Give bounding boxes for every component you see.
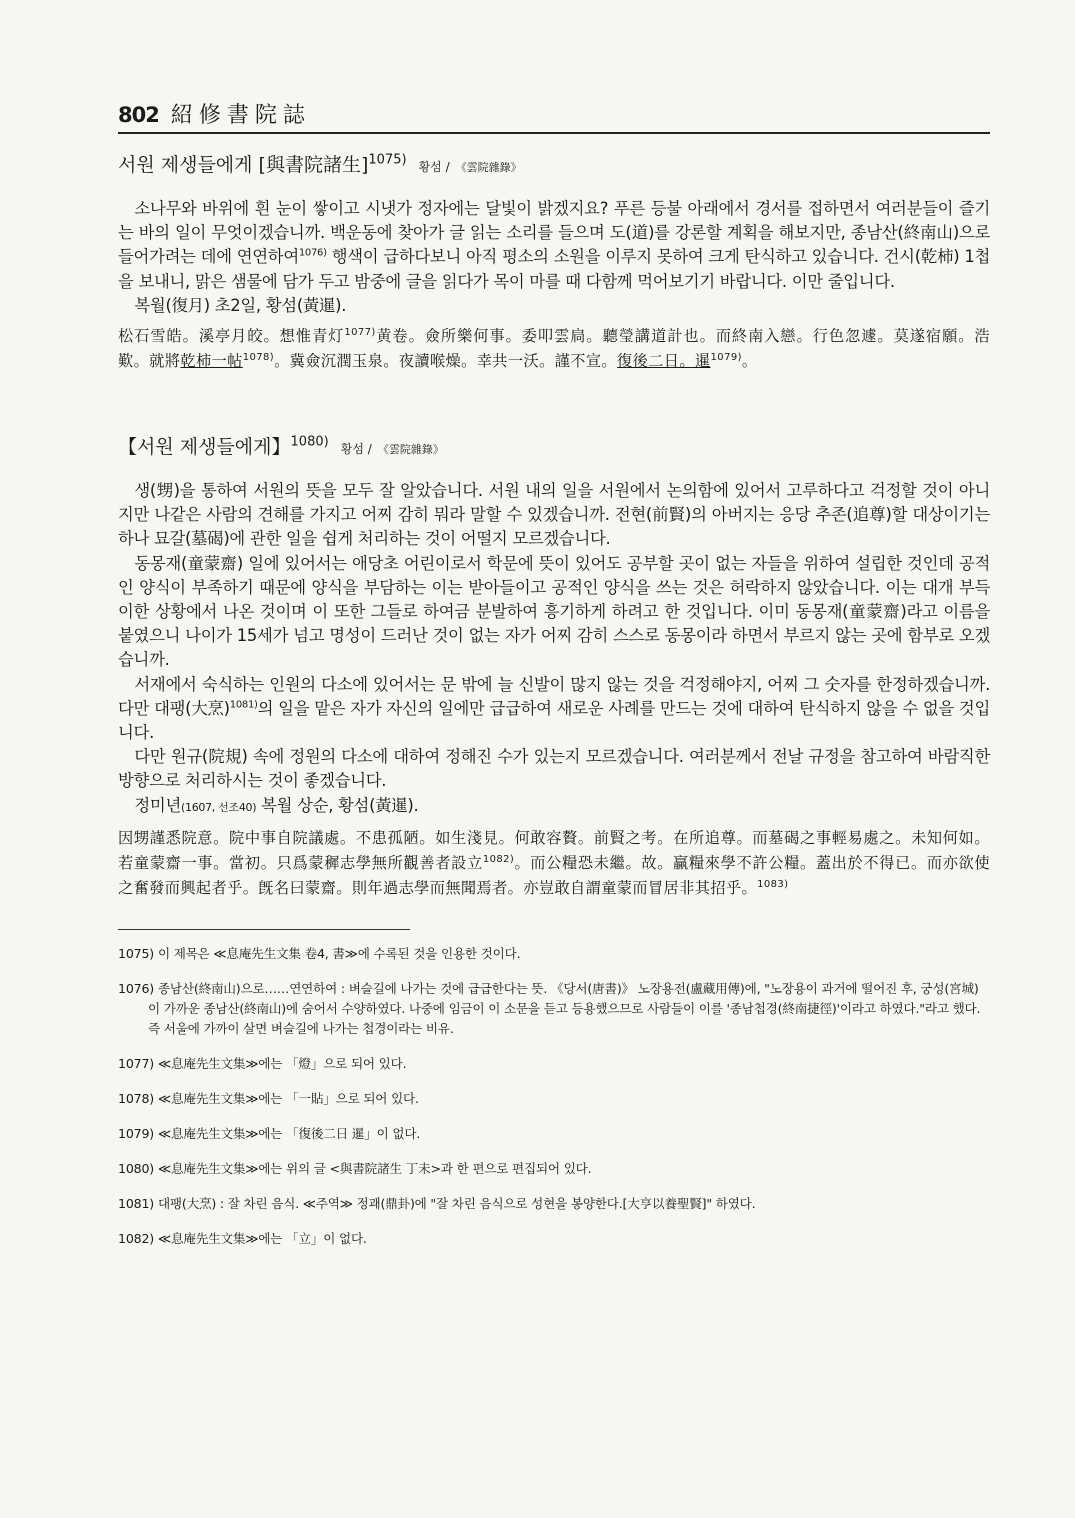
footnote-divider [118,929,410,930]
footnote [118,944,990,964]
date-text: 정미년 [134,795,181,815]
section2-hanmun [118,826,990,901]
han-text: 松石雪皓。溪亭月皎。想惟青灯 [118,327,345,346]
footnote-text: ≪息庵先生文集≫에는 「一貼」으로 되어 있다. [157,1090,419,1106]
kor-text: 소나무와 바위에 흰 눈이 쌓이고 시냇가 정자에는 달빛이 밝겠지요? 푸른 등불 아래에서 경서를 접하면서 여러분들이 즐기는 바의 일이 무엇이겠습니까. 백운동에 찾아가 글 읽는 소리를 들으며 도(道)를 강론할 계획을 해보지만, 종남산(終南山)으로 들어가려는 데에 연연하여 [118,199,990,267]
section2-paragraph-2: 동몽재(童蒙齋) 일에 있어서는 애당초 어린이로서 학문에 뜻이 있어도 공부할 곳이 없는 자들을 위하여 설립한 것인데 공적인 양식이 부족하기 때문에 양식을 부담하는 이는 받아들이고 공적인 양식을 쓰는 것은 허락하지 않았습니다. 이는 대개 부득이한 상황에서 나온 것이며 이 또한 그들로 하여금 분발하여 흥기하게 하려고 한 것입니다. 이미 동몽재(童蒙齋)라고 이름을 붙였으니 나이가 15세가 넘고 명성이 드러난 것이 없는 자가 어찌 감히 스스로 동몽이라 하면서 부르지 않는 곳에 함부로 오겠습니까. [118,553,990,670]
footnote-number: 1076) [118,980,154,996]
footnote [118,1124,990,1144]
footnote-text: 대팽(大烹) : 잘 차린 음식. ≪주역≫ 정괘(鼎卦)에 "잘 차린 음식으로 성현을 봉양한다.[大亨以養聖賢]" 하였다. [157,1195,756,1211]
section2-footnote-ref: 1080) [290,434,329,450]
footnote-number: 1078) [118,1090,154,1106]
section1-source: 《雲院雜錄》 [455,161,522,174]
section2-paragraph-4: 다만 원규(院規) 속에 정원의 다소에 대하여 정해진 수가 있는지 모르겠습니다. 여러분께서 전날 규정을 참고하여 바람직한 방향으로 처리하시는 것이 좋겠습니다. [118,747,990,791]
section2-title-text: 【서원 제생들에게】 [118,436,291,459]
footnote-text: ≪息庵先生文集≫에는 「立」이 없다. [157,1230,367,1246]
han-underlined-text: 乾柿一帖 [180,352,243,371]
date-text: 복월 상순, 황섬(黃暹). [256,795,419,815]
footnote-ref: 1082) [482,853,515,865]
kor-text: 행색이 급하다보니 아직 평소의 소원을 이루지 못하여 크게 탄식하고 있습니다. 건시(乾柿) 1첩을 보내니, 맑은 샘물에 담가 두고 밤중에 글을 읽다가 목이 마를 때 다함께 먹어보기기 바랍니다. 이만 줄입니다. [118,247,990,291]
footnote-ref: 1083) [757,878,789,890]
han-text: 。 [741,352,758,371]
date-note: (1607, 선조40) [181,800,257,814]
footnote [118,1089,990,1109]
book-title: 紹修書院誌 [170,103,311,128]
footnote-number: 1075) [118,945,154,961]
section1-title [118,150,990,183]
footnote [118,1194,990,1214]
footnote-number: 1080) [118,1160,154,1176]
footnote-ref: 1077) [344,326,376,338]
footnote-text: 이 제목은 ≪息庵先生文集 卷4, 書≫에 수록된 것을 인용한 것이다. [157,945,521,961]
footnote-text: 종남산(終南山)으로……연연하여 : 벼슬길에 나가는 것에 급급한다는 뜻. 《당서(唐書)》 노장용전(盧藏用傳)에, "노장용이 과거에 떨어진 후, 궁성(宮城)이 가까운 종남산(終南山)에 숨어서 수양하였다. 나중에 임금이 이 소문을 듣고 등용했으므로 사람들이 이를 '종남첩경(終南捷徑)'이라고 하였다."라고 했다. 즉 서울에 가까이 살면 벼슬길에 나가는 첩경이라는 비유. [148,980,981,1036]
section1-hanmun [118,324,990,374]
section1-korean-paragraph [118,197,990,294]
section1-author: 황섬 / [418,160,450,174]
section1-footnote-ref: 1075) [368,152,407,168]
footnote-text: ≪息庵先生文集≫에는 위의 글 <與書院諸生 丁未>과 한 편으로 편집되어 있다. [157,1160,592,1176]
section2-paragraph-3 [118,673,990,746]
page-number: 802 [118,103,159,127]
footnote-ref: 1078) [242,351,275,363]
han-text: 因甥謹悉院意。院中事自院議處。不患孤陋。如生淺見。何敢容贅。前賢之考。在所追尊。而墓碣之事輕易處之。未知何如。若童蒙齋一事。當初。只爲蒙穉志學無所觀善者設立 [118,828,990,872]
footnote-ref: 1079) [710,351,742,363]
footnote [118,1229,990,1249]
kor-text: 의 일을 맡은 자가 자신의 일에만 급급하여 새로운 사례를 만드는 것에 대하여 탄식하지 않을 수 없을 것입니다. [118,698,990,743]
section2-paragraph-1: 생(甥)을 통하여 서원의 뜻을 모두 잘 알았습니다. 서원 내의 일을 서원에서 논의함에 있어서 고루하다고 걱정할 것이 아니지만 나같은 사람의 견해를 가지고 어찌 감히 뭐라 말할 수 있겠습니까. 전현(前賢)의 아버지는 응당 추존(追尊)할 대상이기는 하나 묘갈(墓碣)에 관한 일을 쉽게 처리하는 것이 어떨지 모르겠습니다. [118,481,990,549]
han-underlined-text: 復後二日。暹 [617,352,711,371]
footnotes [118,944,990,1249]
section2-source: 《雲院雜錄》 [377,443,444,457]
footnote-number: 1082) [118,1230,154,1246]
section1-date: 복월(復月) 초2일, 황섬(黃暹). [134,295,347,315]
footnote-number: 1081) [118,1195,154,1211]
section2-title [118,432,990,465]
footnote-ref: 1081) [229,699,258,711]
footnote-text: ≪息庵先生文集≫에는 「復後二日 暹」이 없다. [157,1125,421,1141]
kor-text: 서재에서 숙식하는 인원의 다소에 있어서는 문 밖에 늘 신발이 많지 않는 것을 걱정해야지, 어찌 그 숫자를 한정하겠습니까. 다만 대팽(大烹) [118,674,990,718]
footnote-number: 1077) [118,1055,154,1071]
section2-author: 황섬 / [340,442,372,457]
section2-date [118,794,990,820]
han-text: 黄卷。僉所樂何事。委叩雲扃。聽瑩講道計也。而終南入戀。行色忽遽。莫遂宿願。浩歎。就將 [118,327,990,371]
page-content [118,150,990,1264]
footnote-number: 1079) [118,1125,154,1141]
page-header [118,98,990,134]
footnote [118,1159,990,1179]
footnote [118,979,990,1039]
han-text: 。冀僉沉潤玉泉。夜讀喉燥。幸共一沃。謹不宣。 [274,352,618,371]
footnote-text: ≪息庵先生文集≫에는 「燈」으로 되어 있다. [157,1055,407,1071]
han-text: 。而公糧恐未繼。故。贏糧來學不許公糧。蓋出於不得已。而亦欲使之奮發而興起者乎。旣名曰蒙齋。則年過志學而無聞焉者。亦豈敢自謂童蒙而冒居非其招乎。 [118,853,991,897]
section1-title-text: 서원 제생들에게 [與書院諸生] [118,154,369,176]
footnote-ref: 1076) [298,247,327,259]
footnote [118,1054,990,1074]
